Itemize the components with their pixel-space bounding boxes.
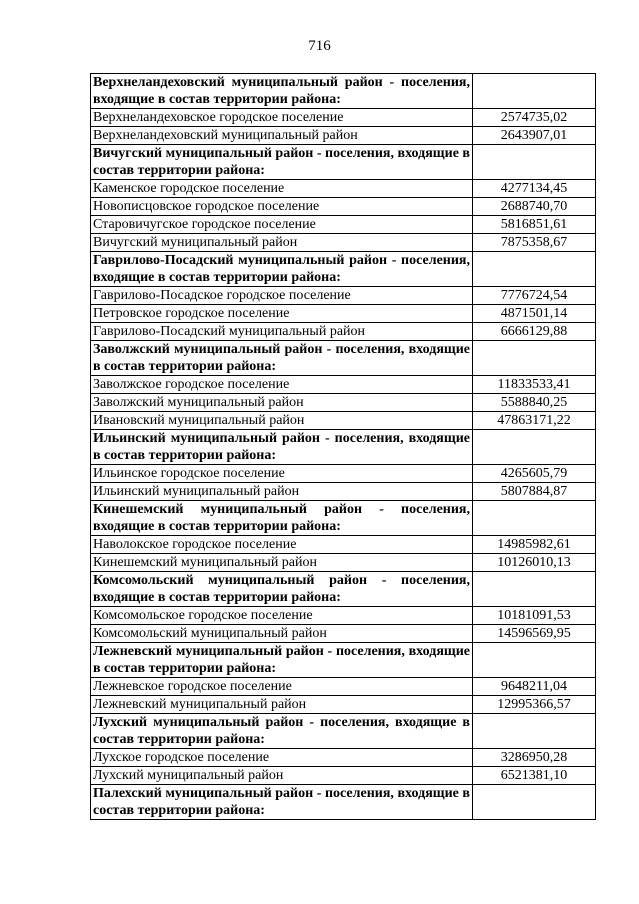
settlement-name: Гаврилово-Посадское городское поселение [91,287,473,305]
district-header: Палехский муниципальный район - поселения, входящие в состав территории района: [91,785,473,820]
row-value: 5588840,25 [473,394,596,412]
budget-table-body [91,74,596,820]
table-row [91,465,596,483]
table-row [91,109,596,127]
district-header: Вичугский муниципальный район - поселения, входящие в состав территории района: [91,145,473,180]
row-value: 7776724,54 [473,287,596,305]
row-value: 10126010,13 [473,554,596,572]
table-row [91,394,596,412]
page-number: 716 [308,38,331,54]
row-value: 7875358,67 [473,234,596,252]
settlement-name: Вичугский муниципальный район [91,234,473,252]
row-value: 4277134,45 [473,180,596,198]
table-row [91,696,596,714]
district-header-row [91,501,596,536]
district-header-row [91,252,596,287]
table-row [91,127,596,145]
row-value: 9648211,04 [473,678,596,696]
row-value [473,501,596,536]
district-header-row [91,430,596,465]
row-value: 2688740,70 [473,198,596,216]
table-row [91,287,596,305]
settlement-name: Лухский муниципальный район [91,767,473,785]
settlement-name: Ильинский муниципальный район [91,483,473,501]
settlement-name: Кинешемский муниципальный район [91,554,473,572]
row-value: 2643907,01 [473,127,596,145]
table-row [91,625,596,643]
district-header: Заволжский муниципальный район - поселения, входящие в состав территории района: [91,341,473,376]
district-header: Ильинский муниципальный район - поселения, входящие в состав территории района: [91,430,473,465]
table-row [91,234,596,252]
row-value [473,145,596,180]
district-header-row [91,572,596,607]
settlement-name: Новописцовское городское поселение [91,198,473,216]
budget-table [90,73,596,820]
row-value: 2574735,02 [473,109,596,127]
district-header: Лухский муниципальный район - поселения, входящие в состав территории района: [91,714,473,749]
settlement-name: Ильинское городское поселение [91,465,473,483]
settlement-name: Заволжское городское поселение [91,376,473,394]
district-header: Комсомольский муниципальный район - поселения, входящие в состав территории района: [91,572,473,607]
table-row [91,749,596,767]
row-value [473,252,596,287]
settlement-name: Лежневский муниципальный район [91,696,473,714]
table-row [91,412,596,430]
row-value [473,785,596,820]
settlement-name: Верхнеландеховский муниципальный район [91,127,473,145]
row-value: 47863171,22 [473,412,596,430]
settlement-name: Лухское городское поселение [91,749,473,767]
settlement-name: Лежневское городское поселение [91,678,473,696]
row-value: 14985982,61 [473,536,596,554]
table-row [91,180,596,198]
row-value [473,572,596,607]
row-value: 10181091,53 [473,607,596,625]
row-value: 6521381,10 [473,767,596,785]
district-header-row [91,145,596,180]
row-value: 3286950,28 [473,749,596,767]
table-row [91,483,596,501]
settlement-name: Гаврилово-Посадский муниципальный район [91,323,473,341]
row-value [473,74,596,109]
settlement-name: Петровское городское поселение [91,305,473,323]
row-value: 12995366,57 [473,696,596,714]
row-value [473,714,596,749]
table-row [91,767,596,785]
settlement-name: Ивановский муниципальный район [91,412,473,430]
row-value: 5816851,61 [473,216,596,234]
table-row [91,678,596,696]
row-value: 6666129,88 [473,323,596,341]
district-header-row [91,714,596,749]
district-header-row [91,74,596,109]
settlement-name: Каменское городское поселение [91,180,473,198]
district-header: Верхнеландеховский муниципальный район - поселения, входящие в состав территории района: [91,74,473,109]
table-row [91,536,596,554]
row-value: 14596569,95 [473,625,596,643]
row-value: 4871501,14 [473,305,596,323]
row-value [473,643,596,678]
row-value: 5807884,87 [473,483,596,501]
table-row [91,376,596,394]
table-row [91,554,596,572]
row-value [473,430,596,465]
settlement-name: Старовичугское городское поселение [91,216,473,234]
settlement-name: Комсомольское городское поселение [91,607,473,625]
table-row [91,305,596,323]
row-value [473,341,596,376]
table-row [91,323,596,341]
row-value: 4265605,79 [473,465,596,483]
district-header-row [91,785,596,820]
district-header: Гаврилово-Посадский муниципальный район - поселения, входящие в состав территории района: [91,252,473,287]
table-row [91,198,596,216]
district-header: Кинешемский муниципальный район - поселения, входящие в состав территории района: [91,501,473,536]
settlement-name: Верхнеландеховское городское поселение [91,109,473,127]
table-row [91,607,596,625]
settlement-name: Комсомольский муниципальный район [91,625,473,643]
district-header: Лежневский муниципальный район - поселения, входящие в состав территории района: [91,643,473,678]
settlement-name: Наволокское городское поселение [91,536,473,554]
table-row [91,216,596,234]
row-value: 11833533,41 [473,376,596,394]
district-header-row [91,643,596,678]
settlement-name: Заволжский муниципальный район [91,394,473,412]
district-header-row [91,341,596,376]
